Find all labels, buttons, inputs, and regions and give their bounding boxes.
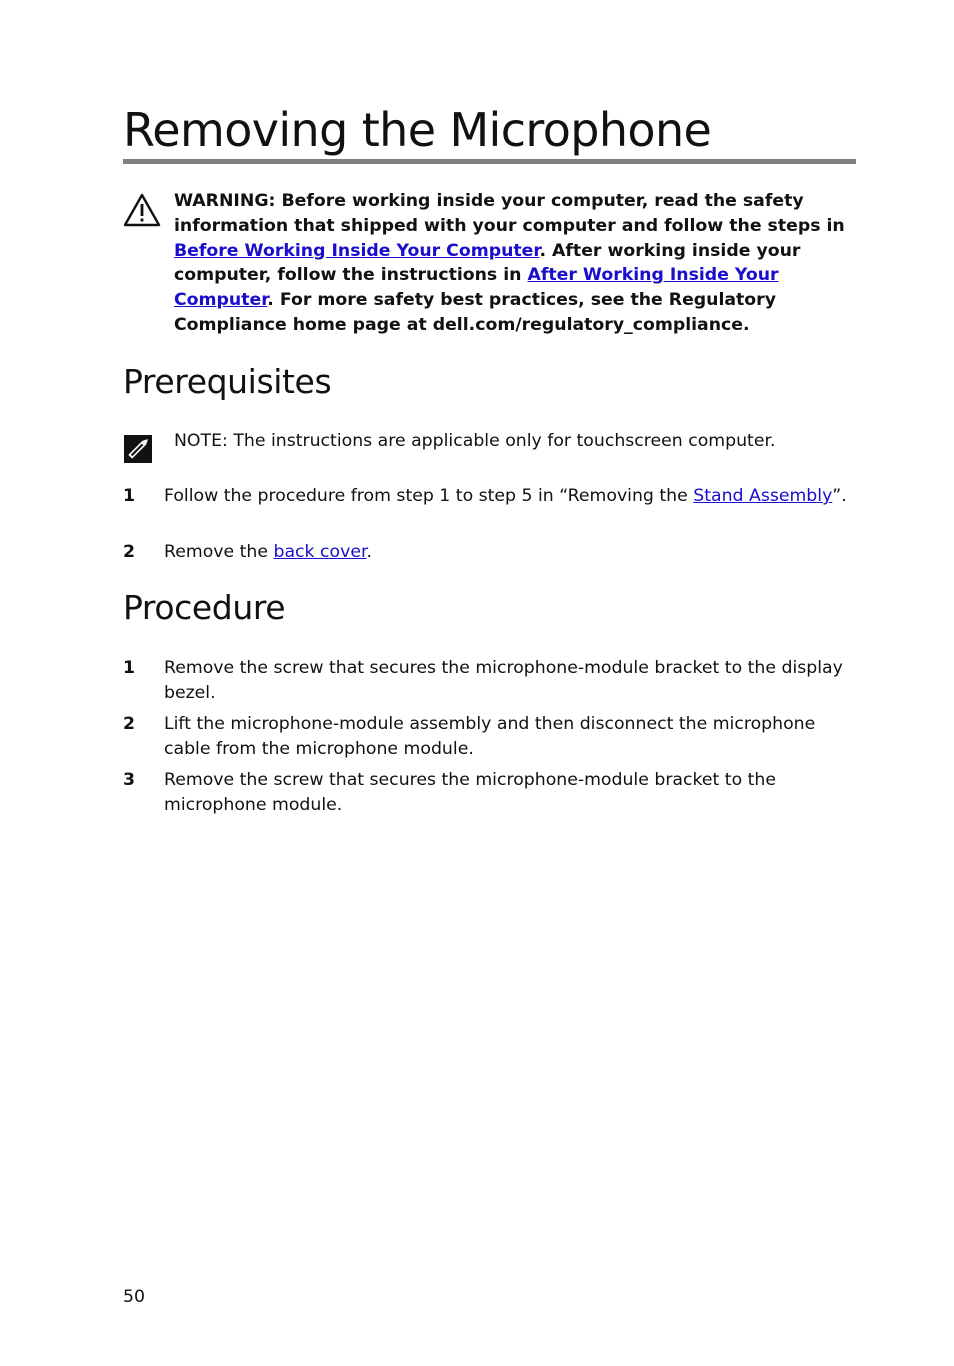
back-cover-link[interactable]: back cover	[273, 542, 367, 562]
warning-text-part: . For more safety best practices, see the Regulatory Compliance home page at dell.com/regulatory_compliance.	[174, 290, 776, 335]
procedure-step	[123, 712, 854, 762]
step-number: 2	[123, 542, 136, 562]
prerequisites-heading: Prerequisites	[123, 362, 332, 401]
procedure-step	[123, 768, 854, 818]
step-number: 1	[123, 486, 136, 506]
warning-text-part: . After working inside your computer, follow the instructions in	[174, 240, 801, 286]
note-pencil-icon	[123, 434, 153, 464]
warning-label: WARNING:	[174, 191, 282, 211]
note-label: NOTE:	[174, 431, 234, 451]
prerequisite-step	[123, 540, 854, 565]
step-text: Remove the screw that secures the microphone-module bracket to the microphone module.	[164, 770, 777, 815]
procedure-heading: Procedure	[123, 588, 286, 627]
warning-triangle-icon	[123, 193, 161, 227]
step-text: Remove the screw that secures the microphone-module bracket to the display bezel.	[164, 658, 843, 703]
step-text: Lift the microphone-module assembly and then disconnect the microphone cable from the microphone module.	[164, 714, 816, 759]
procedure-step	[123, 656, 854, 706]
page-title: Removing the Microphone	[123, 103, 712, 157]
stand-assembly-link[interactable]: Stand Assembly	[693, 486, 833, 506]
title-divider	[123, 159, 856, 164]
note-message	[174, 429, 854, 454]
page-number: 50	[123, 1287, 145, 1307]
step-text: Remove the back cover.	[164, 542, 372, 562]
prerequisite-step	[123, 484, 854, 509]
warning-message	[174, 189, 854, 338]
step-text: Follow the procedure from step 1 to step 5 in “Removing the Stand Assembly”.	[164, 486, 847, 506]
before-working-inside-link[interactable]: Before Working Inside Your Computer	[174, 240, 540, 261]
after-working-inside-link[interactable]: After Working Inside Your Computer	[174, 265, 779, 311]
warning-text-part: Before working inside your computer, read the safety information that shipped with your computer and follow the steps in	[174, 191, 845, 236]
step-number: 3	[123, 770, 136, 790]
note-text: The instructions are applicable only for touchscreen computer.	[233, 431, 776, 451]
step-number: 1	[123, 658, 136, 678]
step-number: 2	[123, 714, 136, 734]
